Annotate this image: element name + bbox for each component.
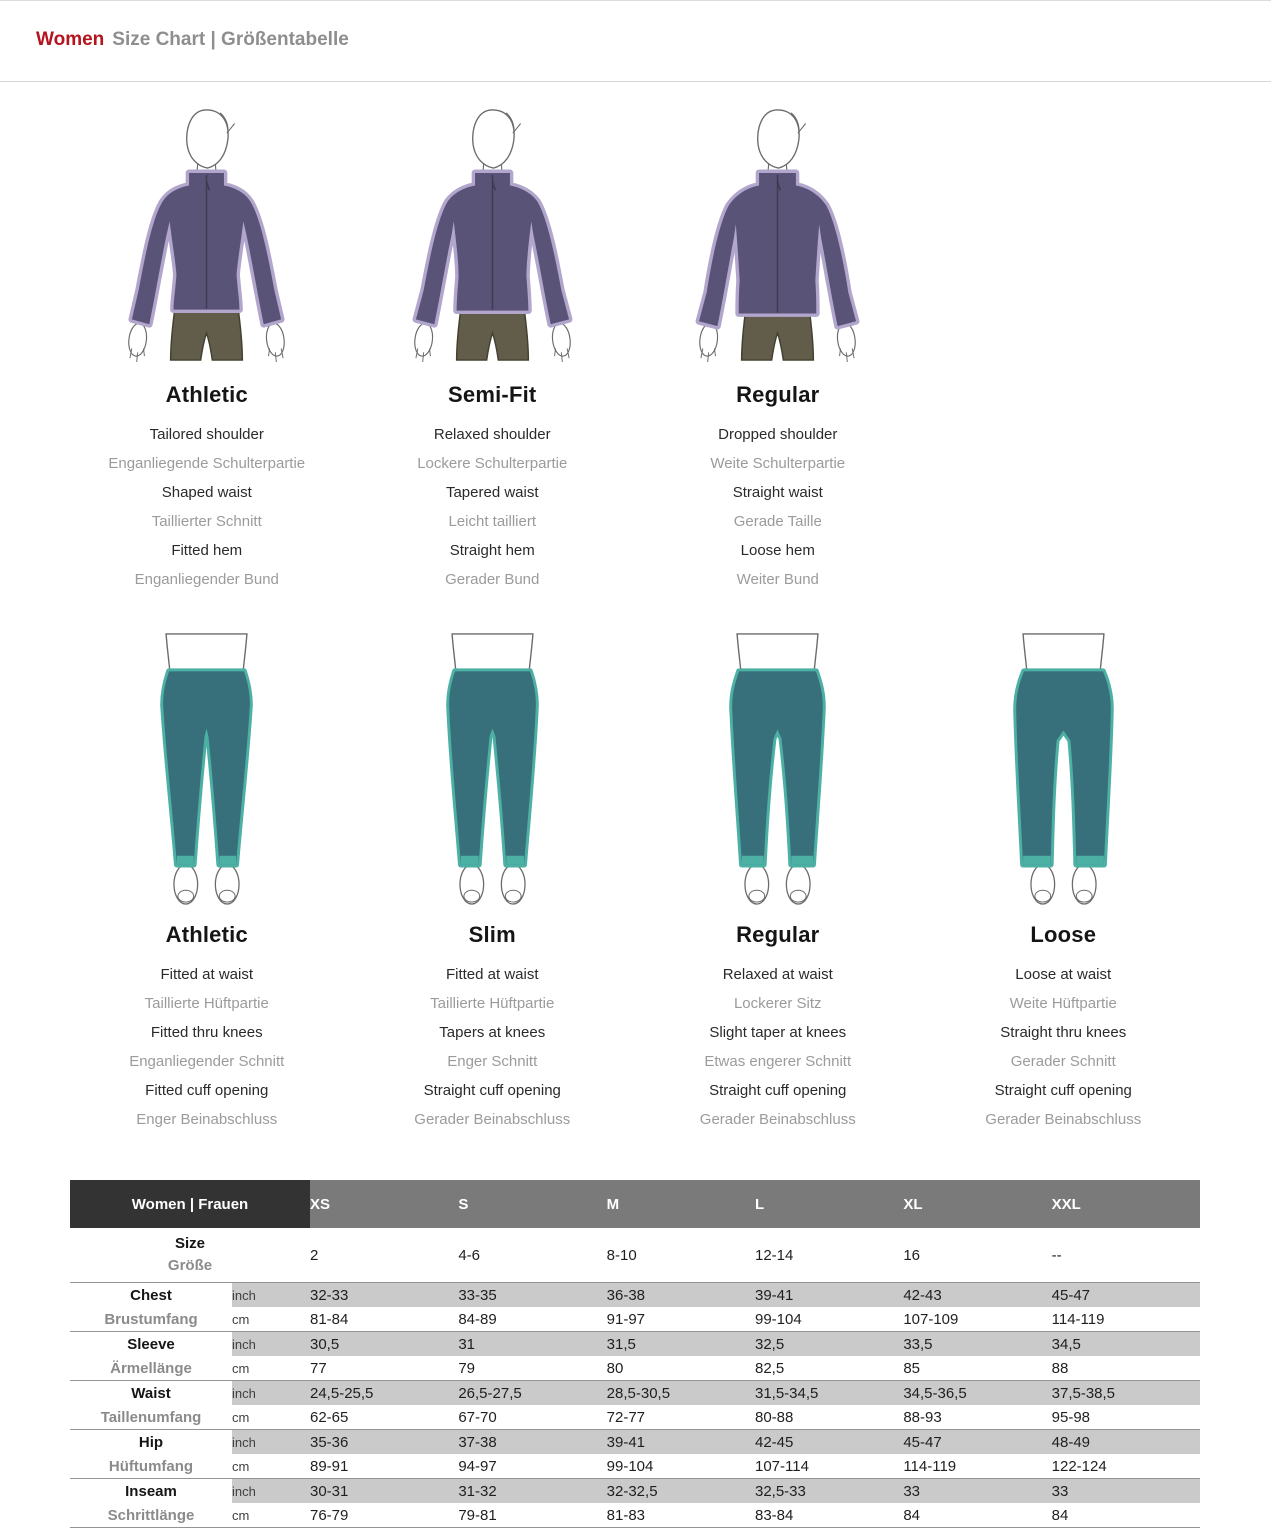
table-row-hip-cm xyxy=(70,1454,1200,1479)
fit-line-en: Fitted hem xyxy=(171,542,243,559)
fit-line-de: Gerader Beinabschluss xyxy=(699,1111,856,1128)
row-label-de: Größe xyxy=(167,1257,213,1274)
value-cell: 107-114 xyxy=(754,1457,809,1475)
table-row-chest-cm xyxy=(70,1307,1200,1332)
pants-loose-illustration xyxy=(950,628,1177,906)
fit-description-list xyxy=(635,960,921,1134)
fit-line-en: Fitted at waist xyxy=(445,966,539,983)
value-cell: 30,5 xyxy=(310,1332,458,1357)
table-row-waist-cm xyxy=(70,1405,1200,1430)
value-cell: 37-38 xyxy=(458,1430,606,1455)
fit-line-de: Leicht tailliert xyxy=(448,513,537,530)
fit-line-de: Taillierte Hüftpartie xyxy=(144,995,269,1012)
fit-line-de: Lockere Schulterpartie xyxy=(417,455,568,472)
table-corner-cell: Women | Frauen xyxy=(70,1180,310,1228)
value-cell: 33 xyxy=(1052,1479,1200,1504)
size-header-xs: XS xyxy=(310,1180,458,1228)
value-cell: 42-43 xyxy=(903,1283,1051,1308)
bottoms-fit-column-athletic xyxy=(64,628,350,1134)
brand-label: Women xyxy=(36,29,105,50)
jacket-athletic-illustration xyxy=(95,104,318,366)
size-header-l: L xyxy=(755,1180,903,1228)
bottoms-fit-section xyxy=(64,628,1206,1134)
pants-athletic-illustration xyxy=(93,628,320,906)
page-header xyxy=(0,1,1271,82)
value-cell: 30-31 xyxy=(310,1479,458,1504)
value-cell: 2 xyxy=(310,1246,319,1264)
value-cell: 12-14 xyxy=(754,1246,794,1264)
value-cell: 39-41 xyxy=(755,1283,903,1308)
value-cell: 32-33 xyxy=(310,1283,458,1308)
value-cell: 76-79 xyxy=(310,1503,458,1528)
value-cell: 83-84 xyxy=(755,1503,903,1528)
value-cell: 114-119 xyxy=(1051,1310,1105,1328)
unit-cell: cm xyxy=(232,1360,250,1376)
bottoms-fit-column-slim xyxy=(350,628,636,1134)
fit-line-en: Straight thru knees xyxy=(1000,1024,1127,1041)
row-label-de: Taillenumfang xyxy=(100,1408,202,1426)
value-cell: 95-98 xyxy=(1051,1408,1091,1426)
unit-cell: cm xyxy=(232,1311,250,1327)
fit-line-en: Straight waist xyxy=(732,484,823,501)
fit-line-de: Etwas engerer Schnitt xyxy=(704,1053,852,1070)
value-cell: 80-88 xyxy=(754,1408,794,1426)
fit-line-en: Fitted cuff opening xyxy=(145,1082,269,1099)
value-cell: 31,5-34,5 xyxy=(755,1381,903,1406)
jacket-semifit-illustration xyxy=(381,104,604,366)
value-cell: 99-104 xyxy=(754,1310,802,1328)
size-header-xxl: XXL xyxy=(1052,1180,1200,1228)
fit-line-en: Straight cuff opening xyxy=(994,1082,1132,1099)
tops-fit-column-empty xyxy=(921,104,1207,594)
value-cell: 72-77 xyxy=(606,1408,646,1426)
value-cell: 91-97 xyxy=(606,1310,646,1328)
unit-cell: inch xyxy=(232,1283,310,1308)
table-row-hip-inch xyxy=(70,1430,1200,1455)
unit-cell: cm xyxy=(232,1409,250,1425)
fit-line-de: Enger Beinabschluss xyxy=(136,1111,278,1128)
value-cell: 84-89 xyxy=(458,1310,497,1328)
fit-line-en: Slight taper at knees xyxy=(709,1024,847,1041)
unit-cell: inch xyxy=(232,1332,310,1357)
table-row-waist-inch xyxy=(70,1381,1200,1406)
fit-line-en: Relaxed at waist xyxy=(722,966,833,983)
value-cell: 80 xyxy=(606,1359,624,1377)
table-row-size xyxy=(70,1228,1200,1283)
row-label-de: Ärmellänge xyxy=(110,1359,192,1377)
fit-line-en: Relaxed shoulder xyxy=(433,426,551,443)
fit-line-en: Tapers at knees xyxy=(439,1024,546,1041)
fit-description-list xyxy=(64,960,350,1134)
value-cell: 79 xyxy=(458,1359,476,1377)
fit-line-de: Enganliegende Schulterpartie xyxy=(108,455,306,472)
value-cell: 122-124 xyxy=(1051,1457,1107,1475)
fit-line-en: Fitted thru knees xyxy=(150,1024,263,1041)
value-cell: -- xyxy=(1051,1246,1062,1264)
unit-cell: cm xyxy=(232,1503,310,1528)
table-row-chest-inch xyxy=(70,1283,1200,1308)
fit-title: Semi-Fit xyxy=(448,382,537,407)
fit-description-list xyxy=(64,420,350,594)
value-cell: 88 xyxy=(1051,1359,1069,1377)
value-cell: 114-119 xyxy=(903,1457,957,1475)
value-cell: 84 xyxy=(903,1503,1051,1528)
fit-line-de: Gerader Beinabschluss xyxy=(414,1111,571,1128)
value-cell: 39-41 xyxy=(607,1430,755,1455)
fit-line-de: Taillierter Schnitt xyxy=(151,513,262,530)
fit-title: Slim xyxy=(468,922,516,947)
value-cell: 107-109 xyxy=(903,1310,959,1328)
value-cell: 16 xyxy=(903,1246,920,1264)
fit-line-de: Gerader Bund xyxy=(445,571,540,588)
value-cell: 33-35 xyxy=(458,1283,606,1308)
value-cell: 81-84 xyxy=(310,1310,349,1328)
value-cell: 32,5 xyxy=(755,1332,903,1357)
fit-title: Athletic xyxy=(165,922,248,947)
size-header-m: M xyxy=(607,1180,755,1228)
fit-description-list xyxy=(635,420,921,594)
value-cell: 79-81 xyxy=(458,1503,606,1528)
bottoms-fit-column-regular xyxy=(635,628,921,1134)
value-cell: 33 xyxy=(903,1479,1051,1504)
value-cell: 4-6 xyxy=(458,1246,481,1264)
fit-line-en: Tailored shoulder xyxy=(149,426,264,443)
row-label-de: Brustumfang xyxy=(104,1310,198,1328)
fit-title: Athletic xyxy=(165,382,248,407)
value-cell: 36-38 xyxy=(607,1283,755,1308)
fit-line-en: Straight hem xyxy=(449,542,535,559)
tops-fit-column-semifit xyxy=(350,104,636,594)
value-cell: 32-32,5 xyxy=(607,1479,755,1504)
value-cell: 33,5 xyxy=(903,1332,1051,1357)
row-label-en: Waist xyxy=(70,1381,232,1406)
value-cell: 35-36 xyxy=(310,1430,458,1455)
fit-line-en: Straight cuff opening xyxy=(709,1082,847,1099)
row-label-de: Hüftumfang xyxy=(108,1457,194,1475)
row-label-en: Hip xyxy=(70,1430,232,1455)
pants-slim-illustration xyxy=(379,628,606,906)
fit-line-de: Lockerer Sitz xyxy=(733,995,822,1012)
value-cell: 26,5-27,5 xyxy=(458,1381,606,1406)
fit-line-en: Straight cuff opening xyxy=(423,1082,561,1099)
value-cell: 31-32 xyxy=(458,1479,606,1504)
pants-regular-illustration xyxy=(664,628,891,906)
value-cell: 84 xyxy=(1052,1503,1200,1528)
fit-line-en: Fitted at waist xyxy=(160,966,254,983)
value-cell: 85 xyxy=(903,1359,920,1377)
page-title: Size Chart | Größentabelle xyxy=(112,29,349,50)
value-cell: 94-97 xyxy=(458,1457,497,1475)
table-row-sleeve-inch xyxy=(70,1332,1200,1357)
value-cell: 37,5-38,5 xyxy=(1052,1381,1200,1406)
value-cell: 67-70 xyxy=(458,1408,497,1426)
table-row-inseam-inch xyxy=(70,1479,1200,1504)
fit-line-de: Weite Hüftpartie xyxy=(1009,995,1117,1012)
fit-line-de: Enganliegender Bund xyxy=(134,571,279,588)
fit-line-de: Gerader Beinabschluss xyxy=(985,1111,1142,1128)
fit-title: Regular xyxy=(736,382,820,407)
fit-line-en: Shaped waist xyxy=(161,484,252,501)
size-header-s: S xyxy=(458,1180,606,1228)
fit-description-list xyxy=(350,960,636,1134)
row-label-en: Chest xyxy=(70,1283,232,1308)
fit-line-de: Gerader Schnitt xyxy=(1010,1053,1116,1070)
value-cell: 31,5 xyxy=(607,1332,755,1357)
fit-title: Loose xyxy=(1030,922,1097,947)
row-label-de: Schrittlänge xyxy=(70,1503,232,1528)
unit-cell: inch xyxy=(232,1479,310,1504)
fit-line-en: Loose hem xyxy=(740,542,815,559)
fit-description-list xyxy=(921,960,1207,1134)
fit-line-de: Enger Schnitt xyxy=(447,1053,538,1070)
value-cell: 31 xyxy=(458,1332,606,1357)
row-label-en: Size xyxy=(174,1235,205,1252)
row-label-en: Inseam xyxy=(70,1479,232,1504)
fit-line-en: Loose at waist xyxy=(1015,966,1112,983)
unit-cell: inch xyxy=(232,1381,310,1406)
value-cell: 62-65 xyxy=(310,1408,349,1426)
row-label-en: Sleeve xyxy=(70,1332,232,1357)
jacket-regular-illustration xyxy=(666,104,889,366)
value-cell: 99-104 xyxy=(606,1457,654,1475)
bottoms-fit-column-loose xyxy=(921,628,1207,1134)
tops-fit-section xyxy=(64,104,1206,594)
value-cell: 77 xyxy=(310,1359,327,1377)
value-cell: 82,5 xyxy=(754,1359,785,1377)
value-cell: 89-91 xyxy=(310,1457,349,1475)
value-cell: 45-47 xyxy=(1052,1283,1200,1308)
table-row-sleeve-cm xyxy=(70,1356,1200,1381)
size-table-header-row xyxy=(70,1180,1200,1228)
value-cell: 32,5-33 xyxy=(755,1479,903,1504)
value-cell: 88-93 xyxy=(903,1408,942,1426)
unit-cell: inch xyxy=(232,1430,310,1455)
fit-description-list xyxy=(350,420,636,594)
fit-line-de: Weite Schulterpartie xyxy=(710,455,846,472)
value-cell: 34,5-36,5 xyxy=(903,1381,1051,1406)
value-cell: 81-83 xyxy=(607,1503,755,1528)
value-cell: 28,5-30,5 xyxy=(607,1381,755,1406)
fit-line-en: Dropped shoulder xyxy=(718,426,838,443)
value-cell: 45-47 xyxy=(903,1430,1051,1455)
value-cell: 48-49 xyxy=(1052,1430,1200,1455)
size-header-xl: XL xyxy=(903,1180,1051,1228)
fit-line-de: Taillierte Hüftpartie xyxy=(430,995,555,1012)
unit-cell: cm xyxy=(232,1458,250,1474)
tops-fit-column-athletic xyxy=(64,104,350,594)
row-label-cell xyxy=(70,1228,310,1283)
fit-title: Regular xyxy=(736,922,820,947)
fit-line-de: Enganliegender Schnitt xyxy=(129,1053,285,1070)
tops-fit-column-regular xyxy=(635,104,921,594)
value-cell: 34,5 xyxy=(1052,1332,1200,1357)
value-cell: 8-10 xyxy=(606,1246,637,1264)
table-row-inseam-cm xyxy=(70,1503,1200,1528)
fit-line-de: Gerade Taille xyxy=(733,513,822,530)
fit-line-en: Tapered waist xyxy=(445,484,539,501)
fit-line-de: Weiter Bund xyxy=(736,571,819,588)
value-cell: 24,5-25,5 xyxy=(310,1381,458,1406)
value-cell: 42-45 xyxy=(755,1430,903,1455)
size-table xyxy=(70,1180,1200,1528)
